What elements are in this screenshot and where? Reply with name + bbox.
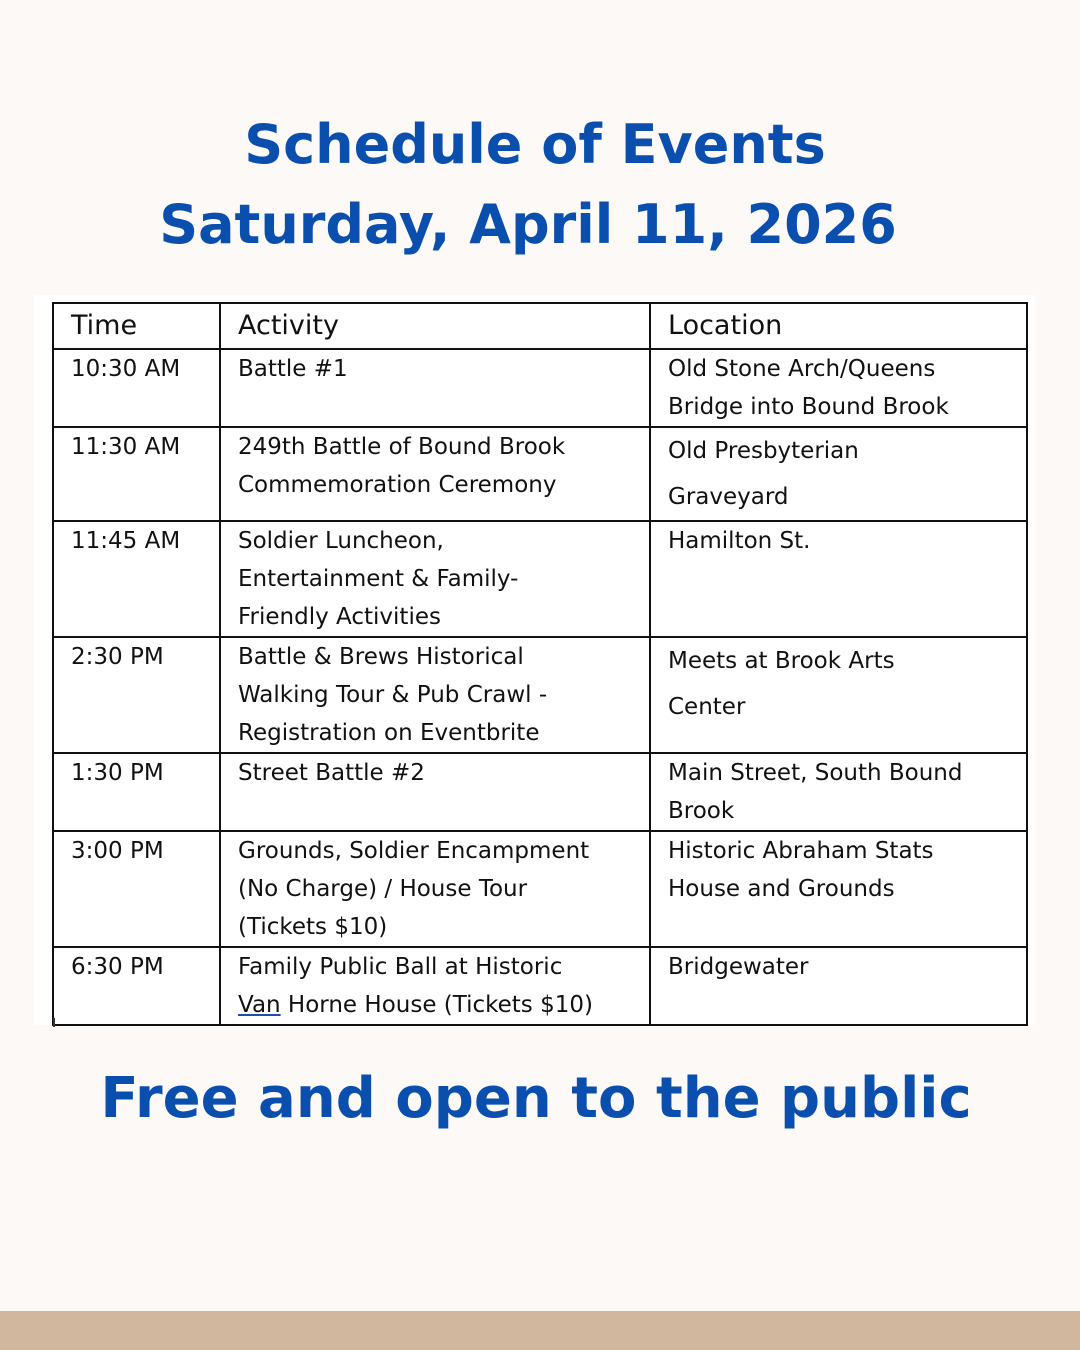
activity-line: 249th Battle of Bound Brook <box>238 434 566 460</box>
table-row <box>53 753 1027 831</box>
column-header-activity: Activity <box>220 303 650 349</box>
activity-line: Grounds, Soldier Encampment <box>238 838 590 864</box>
activity-line: Soldier Luncheon, <box>238 528 444 554</box>
location-line: Old Stone Arch/Queens <box>668 356 936 382</box>
activity-line: Entertainment & Family- <box>238 566 519 592</box>
time-cell: 11:30 AM <box>53 427 220 521</box>
table-row <box>53 349 1027 427</box>
table-row <box>53 831 1027 947</box>
activity-cell <box>220 753 650 831</box>
activity-line <box>238 986 641 1024</box>
activity-line: Registration on Eventbrite <box>238 720 540 746</box>
location-cell <box>650 349 1027 427</box>
activity-line: Street Battle #2 <box>238 760 425 786</box>
event-date: Saturday, April 11, 2026 <box>159 193 897 256</box>
table-row <box>53 947 1027 1025</box>
activity-cell <box>220 637 650 753</box>
location-line: Center <box>668 694 746 720</box>
column-header-location: Location <box>650 303 1027 349</box>
activity-line-rest: Horne House (Tickets $10) <box>280 992 593 1018</box>
time-cell: 6:30 PM <box>53 947 220 1025</box>
time-cell: 3:00 PM <box>53 831 220 947</box>
activity-cell <box>220 831 650 947</box>
activity-cell <box>220 349 650 427</box>
location-cell <box>650 753 1027 831</box>
schedule-table <box>52 302 1028 1026</box>
location-cell <box>650 521 1027 637</box>
time-cell: 11:45 AM <box>53 521 220 637</box>
table-header-row <box>53 303 1027 349</box>
page-title: Schedule of Events <box>244 113 826 176</box>
activity-line: Commemoration Ceremony <box>238 472 557 498</box>
activity-line: Friendly Activities <box>238 604 441 630</box>
time-cell: 2:30 PM <box>53 637 220 753</box>
location-line: Brook <box>668 798 735 824</box>
location-line: Old Presbyterian <box>668 438 859 464</box>
table-row <box>53 521 1027 637</box>
activity-line: (Tickets $10) <box>238 914 388 940</box>
column-header-time: Time <box>53 303 220 349</box>
location-cell <box>650 831 1027 947</box>
time-cell: 10:30 AM <box>53 349 220 427</box>
activity-line: Walking Tour & Pub Crawl - <box>238 682 548 708</box>
location-line: Bridge into Bound Brook <box>668 394 949 420</box>
table-row <box>53 637 1027 753</box>
activity-line: Family Public Ball at Historic <box>238 954 563 980</box>
activity-line: Battle #1 <box>238 356 348 382</box>
location-line: Historic Abraham Stats <box>668 838 934 864</box>
location-cell <box>650 947 1027 1025</box>
time-cell: 1:30 PM <box>53 753 220 831</box>
location-line: Bridgewater <box>668 954 809 980</box>
location-line: Graveyard <box>668 484 789 510</box>
activity-cell <box>220 521 650 637</box>
table-row <box>53 427 1027 521</box>
location-line: Meets at Brook Arts <box>668 648 895 674</box>
activity-cell <box>220 427 650 521</box>
activity-cell <box>220 947 650 1025</box>
location-cell <box>650 637 1027 753</box>
bottom-band <box>0 1311 1080 1350</box>
location-line: House and Grounds <box>668 876 895 902</box>
underlined-word: Van <box>238 992 281 1018</box>
activity-line: Battle & Brews Historical <box>238 644 524 670</box>
location-cell <box>650 427 1027 521</box>
location-line: Main Street, South Bound <box>668 760 963 786</box>
location-line: Hamilton St. <box>668 528 811 554</box>
footer-tagline: Free and open to the public <box>100 1066 972 1131</box>
activity-line: (No Charge) / House Tour <box>238 876 528 902</box>
schedule-panel <box>34 295 1035 1025</box>
stray-tick-mark <box>53 1018 55 1027</box>
